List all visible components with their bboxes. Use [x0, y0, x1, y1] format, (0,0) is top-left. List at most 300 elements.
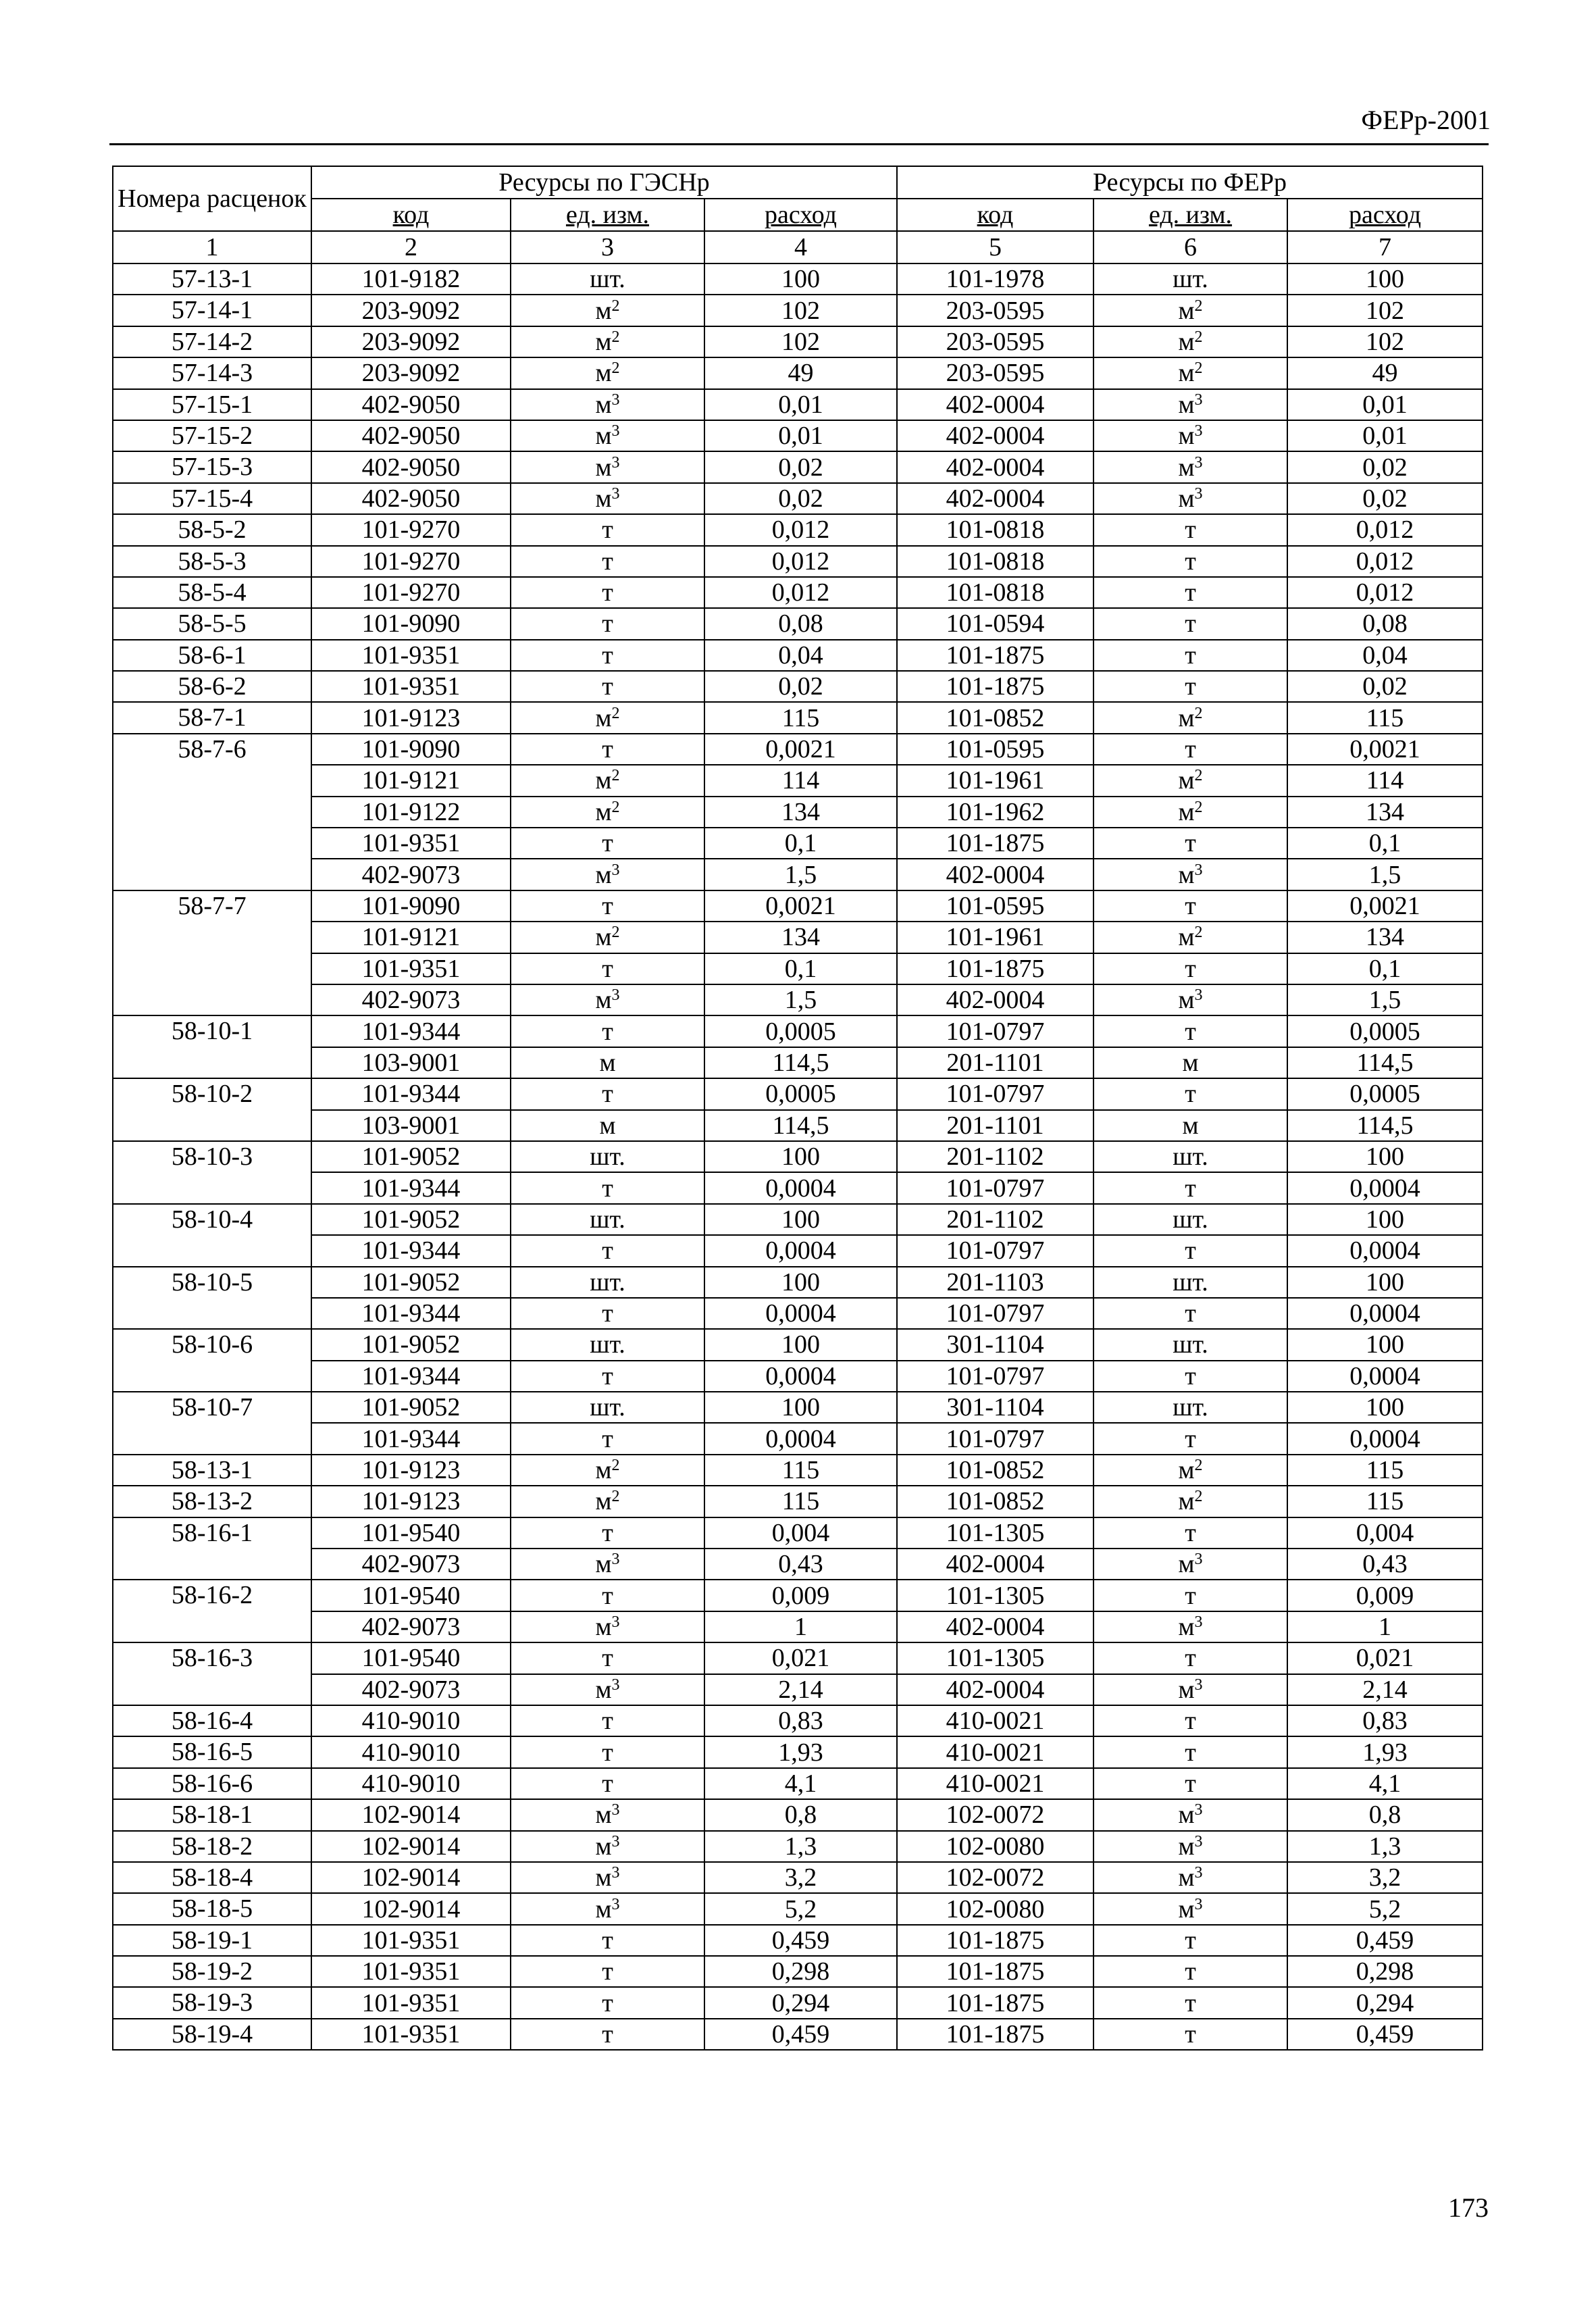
ferr-consumption-cell: 0,0021 [1287, 734, 1483, 765]
gesnr-consumption-cell: 0,012 [704, 577, 897, 608]
unit-exponent: 2 [1194, 359, 1203, 378]
gesnr-code-cell: 101-9351 [311, 953, 511, 984]
gesnr-unit-cell: $м^3$ [511, 1862, 704, 1893]
ferr-consumption-cell: 0,02 [1287, 451, 1483, 482]
gesnr-unit-cell: $м^3$ [511, 1674, 704, 1705]
unit-exponent: 3 [1194, 1613, 1203, 1631]
ferr-code-cell: 402-0004 [897, 389, 1093, 420]
ferr-code-cell: 101-1961 [897, 922, 1093, 953]
gesnr-consumption-cell: 0,0004 [704, 1172, 897, 1203]
ferr-code-cell: 201-1103 [897, 1267, 1093, 1298]
gesnr-consumption-cell: 0,012 [704, 514, 897, 545]
gesnr-consumption-cell: 0,01 [704, 389, 897, 420]
gesnr-consumption-cell: 115 [704, 1486, 897, 1517]
gesnr-consumption-cell: 134 [704, 922, 897, 953]
gesnr-code-cell: 101-9182 [311, 263, 511, 295]
ferr-code-cell: 101-0797 [897, 1235, 1093, 1266]
rate-number-cell: 58-16-2 [113, 1580, 311, 1642]
gesnr-unit-cell: т [511, 1078, 704, 1109]
ferr-code-cell: 101-1875 [897, 640, 1093, 671]
gesnr-consumption-cell: 0,0004 [704, 1235, 897, 1266]
gesnr-code-cell: 101-9121 [311, 765, 511, 796]
column-number: 3 [511, 231, 704, 263]
gesnr-consumption-cell: 0,0004 [704, 1361, 897, 1392]
table-row [113, 1611, 1483, 1642]
ferr-code-cell: 402-0004 [897, 1611, 1093, 1642]
gesnr-unit-cell: т [511, 1361, 704, 1392]
gesnr-code-cell: 101-9351 [311, 640, 511, 671]
gesnr-code-cell: 101-9540 [311, 1580, 511, 1611]
unit-exponent: 3 [611, 1895, 620, 1913]
header-unit-gesnr: ед. изм. [511, 199, 704, 231]
gesnr-code-cell: 101-9122 [311, 797, 511, 828]
unit-exponent: 2 [1194, 1457, 1203, 1475]
unit-exponent: 3 [611, 1613, 620, 1631]
rate-number-cell: 58-10-3 [113, 1141, 311, 1204]
page-number: 173 [1448, 2192, 1489, 2223]
ferr-unit-cell: т [1093, 608, 1287, 639]
ferr-code-cell: 101-0797 [897, 1078, 1093, 1109]
unit-exponent: 3 [611, 986, 620, 1005]
ferr-unit-cell: $м^3$ [1093, 859, 1287, 890]
ferr-consumption-cell: 114 [1287, 765, 1483, 796]
ferr-code-cell: 101-1961 [897, 765, 1093, 796]
gesnr-consumption-cell: 115 [704, 702, 897, 733]
ferr-unit-cell: т [1093, 577, 1287, 608]
table-row [113, 326, 1483, 357]
gesnr-code-cell: 101-9052 [311, 1329, 511, 1360]
gesnr-unit-cell: т [511, 1235, 704, 1266]
header-consumption-ferr: расход [1287, 199, 1483, 231]
ferr-unit-cell: т [1093, 1987, 1287, 2018]
gesnr-unit-cell: т [511, 1736, 704, 1767]
ferr-unit-cell: $м^3$ [1093, 1611, 1287, 1642]
rate-number-cell: 57-14-1 [113, 295, 311, 326]
ferr-code-cell: 201-1101 [897, 1047, 1093, 1078]
gesnr-consumption-cell: 0,83 [704, 1705, 897, 1736]
gesnr-consumption-cell: 0,021 [704, 1642, 897, 1674]
rate-number-cell: 58-6-2 [113, 671, 311, 702]
gesnr-unit-cell: т [511, 1987, 704, 2018]
gesnr-unit-cell: т [511, 1705, 704, 1736]
gesnr-code-cell: 402-9073 [311, 1611, 511, 1642]
gesnr-consumption-cell: 0,02 [704, 483, 897, 514]
unit-exponent: 3 [611, 1551, 620, 1569]
gesnr-unit-cell: шт. [511, 263, 704, 295]
table-row [113, 1580, 1483, 1611]
table-row [113, 1047, 1483, 1078]
column-number: 5 [897, 231, 1093, 263]
table-row [113, 797, 1483, 828]
gesnr-consumption-cell: 5,2 [704, 1893, 897, 1924]
ferr-code-cell: 101-0797 [897, 1423, 1093, 1454]
gesnr-code-cell: 402-9050 [311, 451, 511, 482]
ferr-unit-cell: $м^3$ [1093, 1674, 1287, 1705]
ferr-unit-cell: т [1093, 890, 1287, 922]
gesnr-consumption-cell: 0,298 [704, 1956, 897, 1987]
document-header-title: ФЕРр-2001 [1361, 105, 1491, 135]
gesnr-code-cell: 101-9052 [311, 1392, 511, 1423]
gesnr-unit-cell: $м^2$ [511, 357, 704, 388]
gesnr-unit-cell: т [511, 1517, 704, 1549]
gesnr-unit-cell: т [511, 828, 704, 859]
gesnr-code-cell: 101-9344 [311, 1298, 511, 1329]
gesnr-code-cell: 101-9052 [311, 1267, 511, 1298]
gesnr-code-cell: 101-9270 [311, 577, 511, 608]
ferr-unit-cell: т [1093, 1015, 1287, 1047]
ferr-unit-cell: т [1093, 1768, 1287, 1799]
ferr-unit-cell: $м^3$ [1093, 483, 1287, 514]
ferr-code-cell: 402-0004 [897, 483, 1093, 514]
table-row [113, 1392, 1483, 1423]
gesnr-consumption-cell: 100 [704, 1329, 897, 1360]
gesnr-consumption-cell: 100 [704, 1267, 897, 1298]
gesnr-consumption-cell: 0,0005 [704, 1078, 897, 1109]
gesnr-consumption-cell: 100 [704, 1141, 897, 1172]
unit-exponent: 3 [1194, 1895, 1203, 1913]
table-row [113, 1141, 1483, 1172]
rate-number-cell: 58-5-2 [113, 514, 311, 545]
header-row-fields [113, 199, 1483, 231]
table-row [113, 1705, 1483, 1736]
unit-exponent: 3 [1194, 484, 1203, 503]
gesnr-consumption-cell: 0,04 [704, 640, 897, 671]
table-row [113, 1455, 1483, 1486]
gesnr-consumption-cell: 0,43 [704, 1549, 897, 1580]
gesnr-consumption-cell: 114 [704, 765, 897, 796]
rate-number-cell: 58-10-4 [113, 1204, 311, 1267]
gesnr-unit-cell: $м^3$ [511, 859, 704, 890]
table-row [113, 1298, 1483, 1329]
ferr-code-cell: 402-0004 [897, 984, 1093, 1015]
unit-exponent: 2 [611, 924, 620, 942]
table-row [113, 1267, 1483, 1298]
gesnr-code-cell: 203-9092 [311, 295, 511, 326]
gesnr-unit-cell: м [511, 1047, 704, 1078]
rate-number-cell: 58-18-5 [113, 1893, 311, 1924]
ferr-unit-cell: т [1093, 734, 1287, 765]
ferr-unit-cell: т [1093, 1642, 1287, 1674]
ferr-consumption-cell: 100 [1287, 263, 1483, 295]
table-row [113, 1768, 1483, 1799]
ferr-consumption-cell: 0,43 [1287, 1549, 1483, 1580]
ferr-consumption-cell: 0,01 [1287, 420, 1483, 451]
gesnr-code-cell: 101-9344 [311, 1235, 511, 1266]
gesnr-consumption-cell: 100 [704, 263, 897, 295]
gesnr-unit-cell: шт. [511, 1141, 704, 1172]
ferr-unit-cell: шт. [1093, 1392, 1287, 1423]
ferr-consumption-cell: 2,14 [1287, 1674, 1483, 1705]
ferr-consumption-cell: 102 [1287, 326, 1483, 357]
gesnr-code-cell: 101-9344 [311, 1172, 511, 1203]
gesnr-code-cell: 101-9344 [311, 1015, 511, 1047]
unit-exponent: 3 [1194, 1676, 1203, 1694]
gesnr-consumption-cell: 49 [704, 357, 897, 388]
gesnr-consumption-cell: 0,0004 [704, 1298, 897, 1329]
unit-exponent: 3 [611, 861, 620, 879]
gesnr-unit-cell: $м^2$ [511, 797, 704, 828]
table-body [113, 263, 1483, 2050]
gesnr-consumption-cell: 0,1 [704, 953, 897, 984]
gesnr-code-cell: 402-9050 [311, 420, 511, 451]
unit-exponent: 2 [611, 328, 620, 346]
ferr-unit-cell: т [1093, 640, 1287, 671]
table-row [113, 734, 1483, 765]
unit-exponent: 2 [1194, 328, 1203, 346]
ferr-unit-cell: $м^3$ [1093, 1831, 1287, 1862]
ferr-consumption-cell: 100 [1287, 1267, 1483, 1298]
ferr-code-cell: 101-0852 [897, 1455, 1093, 1486]
gesnr-unit-cell: шт. [511, 1204, 704, 1235]
ferr-code-cell: 101-1875 [897, 2019, 1093, 2050]
gesnr-code-cell: 102-9014 [311, 1862, 511, 1893]
ferr-consumption-cell: 0,02 [1287, 483, 1483, 514]
ferr-unit-cell: т [1093, 1298, 1287, 1329]
rate-number-cell: 58-19-2 [113, 1956, 311, 1987]
unit-exponent: 3 [611, 422, 620, 441]
gesnr-unit-cell: $м^2$ [511, 1455, 704, 1486]
ferr-consumption-cell: 0,012 [1287, 546, 1483, 577]
ferr-code-cell: 203-0595 [897, 295, 1093, 326]
table-row [113, 1862, 1483, 1893]
table-row [113, 1549, 1483, 1580]
gesnr-unit-cell: т [511, 546, 704, 577]
rate-number-cell: 58-18-1 [113, 1799, 311, 1830]
table-row [113, 577, 1483, 608]
ferr-consumption-cell: 0,1 [1287, 953, 1483, 984]
unit-exponent: 2 [1194, 1488, 1203, 1506]
unit-exponent: 2 [1194, 798, 1203, 816]
ferr-unit-cell: $м^3$ [1093, 1862, 1287, 1893]
rate-number-cell: 58-19-3 [113, 1987, 311, 2018]
gesnr-unit-cell: $м^3$ [511, 1831, 704, 1862]
ferr-consumption-cell: 100 [1287, 1329, 1483, 1360]
ferr-unit-cell: т [1093, 828, 1287, 859]
ferr-code-cell: 410-0021 [897, 1768, 1093, 1799]
ferr-consumption-cell: 0,294 [1287, 1987, 1483, 2018]
table-row [113, 640, 1483, 671]
ferr-consumption-cell: 0,0004 [1287, 1235, 1483, 1266]
gesnr-consumption-cell: 100 [704, 1204, 897, 1235]
ferr-code-cell: 101-0818 [897, 546, 1093, 577]
ferr-consumption-cell: 0,0005 [1287, 1015, 1483, 1047]
ferr-code-cell: 102-0080 [897, 1893, 1093, 1924]
rate-number-cell: 58-10-2 [113, 1078, 311, 1141]
ferr-code-cell: 101-0852 [897, 702, 1093, 733]
gesnr-code-cell: 101-9121 [311, 922, 511, 953]
ferr-code-cell: 101-0797 [897, 1361, 1093, 1392]
ferr-unit-cell: т [1093, 1078, 1287, 1109]
gesnr-code-cell: 101-9540 [311, 1642, 511, 1674]
ferr-consumption-cell: 0,08 [1287, 608, 1483, 639]
ferr-consumption-cell: 0,8 [1287, 1799, 1483, 1830]
column-number: 7 [1287, 231, 1483, 263]
table-row [113, 295, 1483, 326]
gesnr-consumption-cell: 0,459 [704, 1925, 897, 1956]
unit-exponent: 2 [611, 359, 620, 378]
gesnr-consumption-cell: 4,1 [704, 1768, 897, 1799]
rate-number-cell: 58-18-4 [113, 1862, 311, 1893]
rate-number-cell: 58-13-1 [113, 1455, 311, 1486]
gesnr-consumption-cell: 134 [704, 797, 897, 828]
rate-number-cell: 58-19-4 [113, 2019, 311, 2050]
ferr-unit-cell: $м^3$ [1093, 984, 1287, 1015]
header-row-column-numbers [113, 231, 1483, 263]
ferr-code-cell: 101-1875 [897, 1925, 1093, 1956]
gesnr-unit-cell: $м^3$ [511, 1549, 704, 1580]
table-row [113, 1956, 1483, 1987]
table-row [113, 1486, 1483, 1517]
ferr-consumption-cell: 1,5 [1287, 984, 1483, 1015]
gesnr-code-cell: 410-9010 [311, 1705, 511, 1736]
ferr-unit-cell: шт. [1093, 1204, 1287, 1235]
ferr-code-cell: 101-0797 [897, 1172, 1093, 1203]
gesnr-code-cell: 101-9351 [311, 1925, 511, 1956]
gesnr-unit-cell: т [511, 514, 704, 545]
gesnr-consumption-cell: 0,009 [704, 1580, 897, 1611]
gesnr-code-cell: 402-9073 [311, 859, 511, 890]
table-row [113, 1078, 1483, 1109]
table-row [113, 828, 1483, 859]
gesnr-code-cell: 402-9073 [311, 1674, 511, 1705]
gesnr-unit-cell: $м^2$ [511, 295, 704, 326]
unit-exponent: 3 [611, 1676, 620, 1694]
ferr-code-cell: 101-1875 [897, 828, 1093, 859]
unit-exponent: 3 [1194, 391, 1203, 409]
ferr-code-cell: 101-0818 [897, 577, 1093, 608]
rate-number-cell: 58-16-1 [113, 1517, 311, 1580]
rate-number-cell: 58-7-6 [113, 734, 311, 890]
ferr-consumption-cell: 0,02 [1287, 671, 1483, 702]
ferr-unit-cell: т [1093, 1361, 1287, 1392]
ferr-unit-cell: т [1093, 671, 1287, 702]
unit-exponent: 3 [1194, 1801, 1203, 1819]
ferr-consumption-cell: 49 [1287, 357, 1483, 388]
rate-number-cell: 57-14-2 [113, 326, 311, 357]
gesnr-consumption-cell: 0,8 [704, 1799, 897, 1830]
ferr-unit-cell: т [1093, 1423, 1287, 1454]
gesnr-consumption-cell: 0,012 [704, 546, 897, 577]
table-row [113, 702, 1483, 733]
ferr-consumption-cell: 0,009 [1287, 1580, 1483, 1611]
unit-exponent: 3 [1194, 986, 1203, 1005]
gesnr-unit-cell: т [511, 1642, 704, 1674]
gesnr-unit-cell: $м^2$ [511, 922, 704, 953]
gesnr-consumption-cell: 1 [704, 1611, 897, 1642]
ferr-consumption-cell: 115 [1287, 702, 1483, 733]
ferr-consumption-cell: 134 [1287, 922, 1483, 953]
gesnr-code-cell: 102-9014 [311, 1893, 511, 1924]
ferr-unit-cell: т [1093, 1705, 1287, 1736]
column-number: 4 [704, 231, 897, 263]
gesnr-consumption-cell: 0,02 [704, 671, 897, 702]
ferr-consumption-cell: 0,0004 [1287, 1298, 1483, 1329]
gesnr-code-cell: 101-9344 [311, 1361, 511, 1392]
ferr-consumption-cell: 102 [1287, 295, 1483, 326]
rate-number-cell: 58-6-1 [113, 640, 311, 671]
ferr-code-cell: 402-0004 [897, 1549, 1093, 1580]
column-number: 1 [113, 231, 311, 263]
rate-number-cell: 57-13-1 [113, 263, 311, 295]
table-row [113, 1204, 1483, 1235]
gesnr-code-cell: 101-9344 [311, 1423, 511, 1454]
ferr-consumption-cell: 5,2 [1287, 1893, 1483, 1924]
ferr-consumption-cell: 0,83 [1287, 1705, 1483, 1736]
table-row [113, 420, 1483, 451]
unit-exponent: 3 [1194, 422, 1203, 441]
ferr-code-cell: 402-0004 [897, 420, 1093, 451]
ferr-code-cell: 101-1875 [897, 1987, 1093, 2018]
gesnr-consumption-cell: 100 [704, 1392, 897, 1423]
gesnr-code-cell: 402-9073 [311, 984, 511, 1015]
gesnr-code-cell: 402-9073 [311, 1549, 511, 1580]
gesnr-consumption-cell: 1,3 [704, 1831, 897, 1862]
ferr-unit-cell: $м^2$ [1093, 765, 1287, 796]
ferr-consumption-cell: 0,004 [1287, 1517, 1483, 1549]
rate-number-cell: 58-19-1 [113, 1925, 311, 1956]
unit-exponent: 2 [611, 1457, 620, 1475]
table-row [113, 1235, 1483, 1266]
ferr-code-cell: 102-0072 [897, 1799, 1093, 1830]
ferr-code-cell: 201-1101 [897, 1110, 1093, 1141]
ferr-consumption-cell: 115 [1287, 1486, 1483, 1517]
gesnr-code-cell: 103-9001 [311, 1047, 511, 1078]
rate-number-cell: 58-5-4 [113, 577, 311, 608]
table-row [113, 1799, 1483, 1830]
ferr-consumption-cell: 0,459 [1287, 2019, 1483, 2050]
table-row [113, 608, 1483, 639]
gesnr-consumption-cell: 0,294 [704, 1987, 897, 2018]
ferr-code-cell: 101-1305 [897, 1517, 1093, 1549]
gesnr-consumption-cell: 114,5 [704, 1047, 897, 1078]
gesnr-code-cell: 402-9050 [311, 483, 511, 514]
gesnr-code-cell: 101-9344 [311, 1078, 511, 1109]
rate-number-cell: 58-10-5 [113, 1267, 311, 1330]
gesnr-unit-cell: шт. [511, 1267, 704, 1298]
gesnr-code-cell: 101-9123 [311, 1486, 511, 1517]
ferr-consumption-cell: 0,0005 [1287, 1078, 1483, 1109]
table-row [113, 514, 1483, 545]
ferr-consumption-cell: 0,04 [1287, 640, 1483, 671]
gesnr-code-cell: 203-9092 [311, 357, 511, 388]
gesnr-code-cell: 101-9351 [311, 2019, 511, 2050]
gesnr-code-cell: 101-9351 [311, 1956, 511, 1987]
table-row [113, 389, 1483, 420]
gesnr-consumption-cell: 0,1 [704, 828, 897, 859]
table-row [113, 1517, 1483, 1549]
ferr-unit-cell: шт. [1093, 263, 1287, 295]
gesnr-unit-cell: $м^3$ [511, 451, 704, 482]
ferr-consumption-cell: 0,012 [1287, 577, 1483, 608]
ferr-code-cell: 301-1104 [897, 1392, 1093, 1423]
header-rule [109, 143, 1489, 145]
gesnr-unit-cell: т [511, 734, 704, 765]
table-row [113, 984, 1483, 1015]
ferr-code-cell: 101-1875 [897, 1956, 1093, 1987]
table-row [113, 1925, 1483, 1956]
table-row [113, 1015, 1483, 1047]
table-row [113, 671, 1483, 702]
rate-number-cell: 58-16-6 [113, 1768, 311, 1799]
gesnr-consumption-cell: 0,0021 [704, 734, 897, 765]
unit-exponent: 3 [611, 453, 620, 472]
ferr-consumption-cell: 0,0021 [1287, 890, 1483, 922]
ferr-consumption-cell: 4,1 [1287, 1768, 1483, 1799]
ferr-code-cell: 101-0797 [897, 1298, 1093, 1329]
table-row [113, 451, 1483, 482]
rate-number-cell: 58-10-1 [113, 1015, 311, 1078]
ferr-unit-cell: $м^2$ [1093, 922, 1287, 953]
